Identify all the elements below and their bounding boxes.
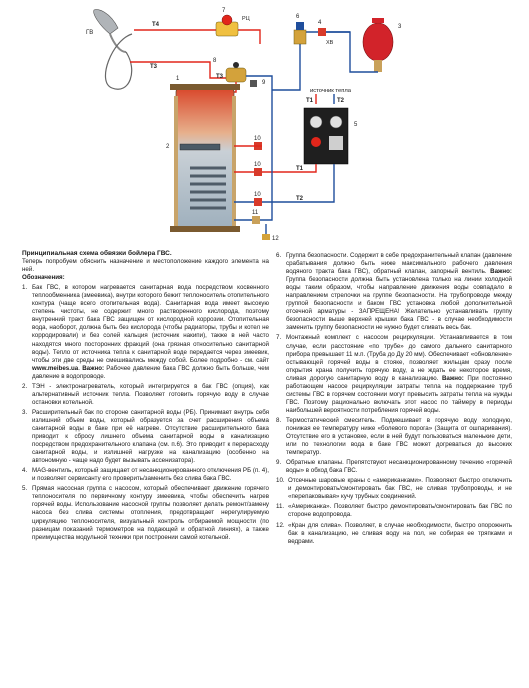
label-8: 8	[213, 58, 217, 64]
label-10c: 10	[254, 192, 261, 198]
union-fitting	[252, 216, 260, 224]
label-gv: ГВ	[86, 30, 94, 36]
pump-group	[304, 108, 348, 164]
label-t3-top: Т3	[150, 64, 158, 70]
ball-valve-t1	[254, 168, 262, 176]
legend-item-12: 12. «Кран для слива». Позволяет, в случае необходимости, быстро опорожнить бак в канализацию, не сливая воду на пол, не собирая ее тряпками и ведрами.	[276, 521, 512, 545]
label-t1-coil: Т1	[296, 166, 304, 172]
legend-title: Обозначения:	[22, 274, 65, 282]
check-valve	[250, 80, 257, 87]
label-11: 11	[252, 210, 259, 216]
mag-valve	[318, 28, 326, 36]
label-10a: 10	[254, 136, 261, 142]
legend-item-10: 10. Отсечные шаровые краны с «американками». Позволяют быстро отключить и демонтировать/смонтировать бак ГВС, не сливая трубопроводы, и не «перепаковывая» кучу трубных соединений.	[276, 477, 512, 501]
label-6: 6	[296, 14, 300, 20]
label-rc: РЦ	[242, 16, 250, 22]
legend-item-4: 4. MAG-вентиль, который защищает от несанкционированного отключения РБ (п. 4), и позволяет сервисанту его проверить/заменить без слива бака ГВС.	[22, 467, 269, 483]
legend-item-9: 9. Обратные клапаны. Препятствуют несанкционированному течению «горячей воды» в обход бака ГВС.	[276, 459, 512, 475]
boiler-tank	[170, 84, 240, 232]
label-4: 4	[318, 20, 322, 26]
legend-item-3: 3. Расширительный бак по стороне санитарной воды (РБ). Принимает внутрь себя излишний объем воды, который образуется за счет расширения объема санитарной воды в баке при её нагреве. Отсутствие расширительного бака приводит к сбросу лишнего объема санитарной воды в канализацию посредством предохранительного клапана (см. п.6). Это приводит к перерасходу санитарной воды, и излишней нагрузке на канализацию (особенно на автономную - чаще надо будет вызывать ассенизатора).	[22, 408, 269, 465]
pipe-t4	[134, 30, 260, 44]
document-title: Принципиальная схема обвязки бойлера ГВС.	[22, 250, 172, 257]
label-t3-mid: Т3	[216, 74, 224, 80]
label-t1-right: Т1	[306, 98, 314, 104]
ball-valve-t2	[254, 198, 262, 206]
recirculation-pump	[216, 15, 238, 36]
legend-item-2: 2. ТЭН - электронагреватель, который интегрируется в бак ГВС (опция), как альтернативный источник тепла. Позволяет готовить горячую воду в случае остановки котельной.	[22, 382, 269, 406]
pipe-t3-top	[130, 62, 230, 78]
pipe-cold-inlet	[234, 90, 272, 220]
pipe-t2	[234, 164, 334, 202]
legend-item-8: 8. Термостатический смеситель. Подмешивает в горячую воду холодную, понижая ее температуру ниже «болевого порога» (Защита от ошпаривания). Отсутствие его в установке, если в ней будут пользоваться маленькие дети, или по технологии вода в баке ГВС может догреваться до высоких температур.	[276, 416, 512, 457]
boiler-piping-diagram	[0, 0, 529, 246]
expansion-tank	[363, 18, 393, 72]
label-heat-source: источник тепла	[310, 88, 351, 94]
label-t4: Т4	[152, 22, 160, 28]
legend-item-11: 11. «Американка». Позволяет быстро демонтировать/смонтировать бак ГВС по стороне водопровода.	[276, 503, 512, 519]
label-t2-coil: Т2	[296, 196, 304, 202]
label-5: 5	[354, 122, 358, 128]
shower-hose	[105, 34, 132, 89]
text-column-right	[276, 250, 512, 546]
safety-group	[294, 22, 306, 44]
legend-item-5: 5. Прямая насосная группа с насосом, который обеспечивает движение горячего теплоносителя по первичному контуру змеевика, чтобы обеспечить нагрев горячей воды. Использование насосной группы позволяет делать ремонт/замену насоса без слива системы отопления, предотвращает нерегулируемую циркуляцию теплоносителя, визуальный контроль отбираемой мощности (по разницам показаний термометров на подающей и обратной линиях), а также преимущества модульной техники при построении самой котельной.	[22, 485, 269, 541]
legend-item-7: 7. Монтажный комплект с насосом рециркуляции. Устанавливается в том случае, если расстояние «по трубе» до самого дальнего санитарного прибора превышает 11 м.п. (Труба до Ду 20 мм). Обеспечивает «обновление» остывающей горячей воды в стояке, позволяет жильцам сразу после открытия крана получить горячую воду, а не ждать ее некоторое время, сливая дорогую санитарную воду в канализацию. Важно: При постоянно работающем насосе рециркуляции затраты тепла на поддержание труб системы ГВС в горячем состоянии могут превысить затраты тепла на нужды ГВС. Поэтому рационально включать этот насос по таймеру в периоды наибольшей вероятности потребления горячей воды.	[276, 334, 512, 414]
label-10b: 10	[254, 162, 261, 168]
thermostatic-mixer	[226, 62, 246, 82]
pipe-cold-to-mixer	[246, 76, 272, 90]
legend-item-1: 1. Бак ГВС, в котором нагревается санитарная вода посредством косвенного теплообменника (змеевика), внутри которого бежит теплоноситель отопительного контура (чаще всего отопительная вода). Санитарная вода имеет высокую степень чистоты, не содержит много растворенного кислорода, поэтому внутренний тракт бака ГВС защищен от кислородной коррозии. Отопительная вода, наоборот, должна быть без кислорода (чтобы радиаторы, трубы и котел не корродировали) и без солей кальция (источник накипи), также в ней часто находятся много посторонних фракций (она грязная относительно санитарной воды). Тепло от источника тепла к санитарной воде передается через змеевик, чтобы эти две среды не смешивались между собой. Более подробно - см. сайт www.meibes.ua. Важно: Рабочее давление бака ГВС должно быть больше, чем давление в водопроводе.	[22, 284, 269, 380]
legend-item-6: 6. Группа безопасности. Содержит в себе предохранительный клапан (давление срабатывания должно быть ниже максимального рабочего давления водяного тракта бака ГВС), обратный клапан, запорный вентиль. Важно: Группа безопасности должна быть установлена только на линии холодной воды таким образом, чтобы направление движения воды совпадало в направлением стрелочки на группе безопасности. На трубопроводе между группой безопасности и баком ГВС установка любой дополнительной отсечной арматуры - ЗАПРЕЩЕНА! Желательно устанавливать группу безопасности выше верхней крышки бака ГВС - в случае необходимости заменить группу безопасности не нужно будет сливать весь бак.	[276, 252, 512, 332]
label-7: 7	[222, 8, 226, 14]
label-9: 9	[262, 80, 266, 86]
site-link[interactable]: www.meibes.ua	[32, 364, 79, 372]
label-hv: ХВ	[326, 40, 334, 46]
pipe-t1	[234, 164, 316, 172]
pipe-cold-supply	[272, 32, 350, 90]
text-column-left	[22, 250, 269, 542]
label-2: 2	[166, 144, 170, 150]
label-12: 12	[272, 236, 279, 242]
intro-paragraph: Теперь попробуем обяснить назначение и местоположение каждого элемента на ней.	[22, 258, 269, 274]
shower-head	[94, 10, 126, 52]
heating-element	[180, 144, 220, 150]
label-1: 1	[176, 76, 180, 82]
drain-valve	[262, 234, 270, 240]
label-t2-right: Т2	[337, 98, 345, 104]
label-3: 3	[398, 24, 402, 30]
